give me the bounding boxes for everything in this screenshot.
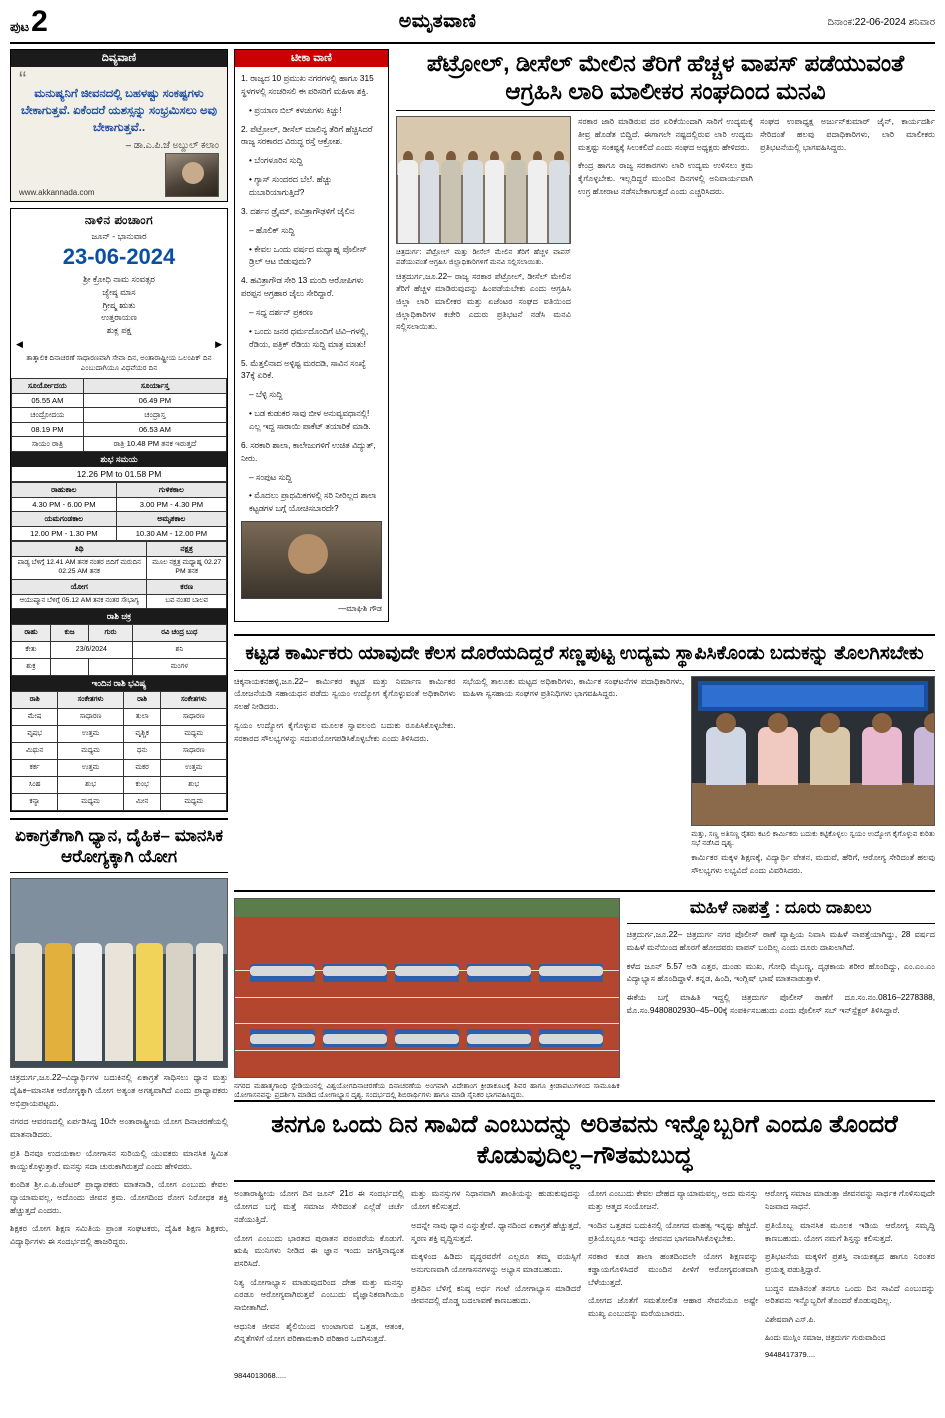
teeka-item: • ಕೇವಲ ಒಂದು ವರ್ಷದ ಮಧ್ಯಾಹ್ನ ಪೊಲೀಸ್ ಡ್ರಿಲ್ ಆಟ ಬಿಡುವುದು?: [249, 243, 367, 267]
page-indicator: [10, 7, 48, 37]
cell: ಮೀನ: [123, 793, 161, 810]
yoga-and-missing-section: [234, 898, 935, 1100]
yoga-dhyana-article: [10, 818, 228, 1249]
teeka-box: [234, 49, 389, 622]
cell: ಶುಭ: [58, 776, 124, 793]
buddha-col-3: [588, 1188, 758, 1367]
second-col-2: [463, 676, 685, 884]
paragraph: ಇಂದಿನ ಒತ್ತಡದ ಬದುಕಿನಲ್ಲಿ ಯೋಗದ ಮಹತ್ವ ಇನ್ನಷ್ಟು ಹೆಚ್ಚಿದೆ. ಪ್ರತಿಯೊಬ್ಬರೂ ಇದನ್ನು ಜೀವನದ ಭಾಗವಾಗಿಸಿಕೊಳ್ಳಬೇಕು.: [588, 1220, 758, 1243]
evening-label: ಸಾಯಂ ರಾತ್ರಿ: [12, 437, 84, 452]
divyavani-quote-block: [11, 67, 227, 201]
bhavishya-col: ರಾಶಿ: [12, 691, 58, 708]
paragraph: ಪ್ರತಿಭಟನೆಯ ಮಕ್ಕಳಿಗೆ ಪ್ರಶಸ್ತಿ ನಾಯಕತ್ವದ ಹಾಗೂ ನಿರಂತರ ಪ್ರಯತ್ನ ಪಡುತ್ತಿದ್ದಾರೆ.: [765, 1252, 935, 1274]
gulikakala-label: ಗುಳಿಕಕಾಲ: [116, 483, 226, 498]
teeka-item: – ಬೆಳ್ಳಿ ಸುದ್ದಿ: [249, 389, 283, 400]
paragraph: ಚಿತ್ರದುರ್ಗ,ಜೂ.22–ವಿದ್ಯಾರ್ಥಿಗಳ ಬದುಕಿನಲ್ಲಿ ಏಕಾಗ್ರತೆ ಸಾಧಿಸಲು ಧ್ಯಾನ ಮತ್ತು ದೈಹಿಕ–ಮಾನಸಿಕ ಆರೋಗ್ಯಕ್ಕಾಗಿ ಯೋಗ ಅತ್ಯಂತ ಅಗತ್ಯವಾಗಿದೆ ಎಂದು ಪ್ರಾಧ್ಯಾಪಕರು ಅಭಿಪ್ರಾಯಪಟ್ಟರು.: [10, 1073, 228, 1108]
rashi-cell: ಶುಕ್ರ: [12, 658, 51, 675]
yamaganda-time: 12.00 PM - 1.30 PM: [12, 527, 117, 541]
second-photo-caption: ಮತ್ತು, ಸಣ್ಣ ಅತಿಸಣ್ಣ ರೈತರು ಕಟಲಿ ಕಾರ್ಮಿಕರು ಬದುಕು ಕಟ್ಟಿಕೊಳ್ಳಲು ಸ್ವಯಂ ಉದ್ಯೋಗ ಕೈಗೊಳ್ಳುವ ಕುರಿತು ಸಭೆ ನಡೆಸಿದ ದೃಶ್ಯ.: [691, 828, 935, 848]
paragraph: ಪ್ರತಿದಿನ ಬೆಳಿಗ್ಗೆ ಕನಿಷ್ಠ ಅರ್ಧ ಗಂಟೆ ಯೋಗಾಭ್ಯಾಸ ಮಾಡಿದರೆ ಜೀವನದಲ್ಲಿ ದೊಡ್ಡ ಬದಲಾವಣೆ ಕಾಣಬಹುದು.: [411, 1283, 581, 1306]
kaala-table: [11, 482, 227, 541]
issue-date: ದಿನಾಂಕ:22-06-2024 ಶನಿವಾರ: [827, 16, 935, 28]
rahukala-label: ರಾಹುಕಾಲ: [12, 483, 117, 498]
bhavishya-col: ಸಂಕೇತಗಳು: [161, 691, 227, 708]
amritakala-time: 10.30 AM - 12.00 PM: [116, 527, 226, 541]
rashi-center-date: 23/6/2024: [50, 641, 132, 658]
article-org: ಹಿಂದು ಮುಸ್ಲಿಂ ಸಮಾಜ, ಚಿತ್ರದುರ್ಗ ಗುರುವಾದಿಂದ: [765, 1332, 886, 1342]
shubha-samaya-header: ಶುಭ ಸಮಯ: [11, 452, 227, 467]
yamaganda-label: ಯಮಗಂಡಕಾಲ: [12, 512, 117, 527]
rashi-col: ರವಿ ಚಂದ್ರ ಬುಧ: [132, 624, 226, 641]
paragraph: ಕಳೆದ ಜೂನ್ 5.57 ಅಡಿ ಎತ್ತರ, ದುಂಡು ಮುಖ, ಗೋಧಿ ಮೈಬಣ್ಣ, ದೃಢಕಾಯ ಶರೀರ ಹೊಂದಿದ್ದು, ಎಂ.ಎಂ.ಎಂ ವಿದ್ಯಾಭ್ಯಾಸ ಹೊಂದಿದ್ದಾಳೆ. ಕನ್ನಡ, ಹಿಂದಿ, ಇಂಗ್ಲಿಷ್ ಭಾಷೆ ಮಾತನಾಡುತ್ತಾಳೆ.: [626, 961, 935, 984]
rashi-cell-empty: [50, 658, 88, 675]
mass-yoga-photo: [234, 898, 620, 1078]
construction-workers-story: [234, 642, 935, 884]
gulikakala-time: 3.00 PM - 4.30 PM: [116, 498, 226, 512]
cell: ಧನು: [123, 742, 161, 759]
rashi-col: ಕುಜ: [50, 624, 88, 641]
page-number: 2: [31, 5, 48, 38]
bhavishya-col: ಸಂಕೇತಗಳು: [58, 691, 124, 708]
paragraph: ಈಕೆಯ ಬಗ್ಗೆ ಮಾಹಿತಿ ಇದ್ದಲ್ಲಿ ಚಿತ್ರದುರ್ಗ ಪೊಲೀಸ್ ಠಾಣೆಗೆ ದೂ.ಸಂ.ನಂ.0816–2278388, ಮೊ.ಸಂ.9480802930–45–00ಕ್ಕೆ ಸಂಪರ್ಕಿಸಬಹುದು ಎಂದು ಪೊಲೀಸ್ ಸಬ್ ಇನ್‌ಸ್ಪೆಕ್ಟರ್ ತಿಳಿಸಿದ್ದಾರೆ.: [626, 993, 935, 1015]
cell: ಮಿಥುನ: [12, 742, 58, 759]
teeka-column: [234, 49, 389, 628]
cell: ಸಾಧಾರಣ: [58, 708, 124, 725]
sunrise-header: ಸೂರ್ಯೋದಯ: [12, 379, 84, 394]
tithi-note: ಪಾಡ್ಯ ಬೆಳಿಗ್ಗೆ 12.41 AM ತನಕ ನಂತರ ಬಿದಿಗೆ ಮರುದಿನ 02.25 AM ತನಕ: [12, 557, 147, 580]
cell: ಉತ್ತಮ: [58, 759, 124, 776]
panchanga-line: ಉತ್ತರಾಯಣ: [101, 312, 137, 323]
third-headline: ಮಹಿಳೆ ನಾಪತ್ತೆ : ದೂರು ದಾಖಲು: [689, 897, 872, 917]
paragraph: ಸಭೆಯಲ್ಲಿ ತಾಲೂಕು ಮಟ್ಟದ ಅಧಿಕಾರಿಗಳು, ಕಾರ್ಮಿಕ ಸಂಘಟನೆಗಳ ಪದಾಧಿಕಾರಿಗಳು, ಮಹಿಳಾ ಸ್ವಸಹಾಯ ಸಂಘಗಳ ಪ್ರತಿನಿಧಿಗಳು ಭಾಗವಹಿಸಿದ್ದರು.: [462, 676, 685, 699]
lead-text-col-3: [760, 116, 935, 340]
paragraph: ಯೋಗ ಎಂಬುದು ಭಾರತದ ಪುರಾತನ ಪರಂಪರೆಯ ಕೊಡುಗೆ. ಋಷಿ ಮುನಿಗಳು ನೀಡಿದ ಈ ಜ್ಞಾನ ಇಂದು ಜಗತ್ತಿನಾದ್ಯಂತ ಪಸರಿಸಿದೆ.: [234, 1233, 404, 1268]
teeka-item: 4. ಹವಿತ್ರಾಗೌಡ ಸೇರಿ 13 ಮಂದಿ ಆರೋಪಿಗಳು ಪರಪ್ಪನ ಅಗ್ರಹಾರ ಜೈಲು ಸೇರಿದ್ದಾರೆ.: [241, 275, 364, 299]
moonrise-label: ಚಂದ್ರೋದಯ: [12, 408, 84, 423]
columnist-photo: [241, 521, 382, 599]
lead-photo-col: [396, 116, 571, 340]
teeka-item: 3. ದರ್ಶನ ಡ್ರೈಮ್, ಪವಿತ್ರಾಗೌಢಳಿಗೆ ಜೈಲಿನ: [241, 205, 355, 216]
karana-header: ಕರಣ: [147, 580, 227, 595]
bhavishya-col: ರಾಶಿ: [123, 691, 161, 708]
rashi-chakra-table: [11, 624, 227, 676]
panchanga-line: ಗ್ರೀಷ್ಮ ಋತು: [102, 299, 136, 310]
cell: ಸಿಂಹ: [12, 776, 58, 793]
website-url[interactable]: www.akkannada.com: [19, 188, 95, 198]
paragraph: ಸಂಘದ ಉಪಾಧ್ಯಕ್ಷ ಅರ್ಜುನ್‌ಕುಮಾರ್ ಜೈನ್, ಕಾರ್ಯದರ್ಶಿ ಸೇರಿದಂತೆ ಹಲವು ಪದಾಧಿಕಾರಿಗಳು, ಲಾರಿ ಮಾಲೀಕರು ಪ್ರತಿಭಟನೆಯಲ್ಲಿ ಭಾಗವಹಿಸಿದ್ದರು.: [760, 117, 935, 152]
teeka-item: 6. ಸರಕಾರಿ ಶಾಲಾ, ಕಾಲೇಜುಗಳಿಗೆ ಉಚಿತ ವಿದ್ಯುತ್, ನೀರು.: [241, 439, 376, 463]
paragraph: ಚಿತ್ರದುರ್ಗ,ಜೂ.22– ರಾಜ್ಯ ಸರಕಾರ ಪೆಟ್ರೋಲ್, ಡೀಸೆಲ್ ಮೇಲಿನ ತೆರಿಗೆ ಹೆಚ್ಚಳ ಮಾಡಿರುವುದನ್ನು ಹಿಂಪಡೆಯಬೇಕು ಎಂದು ಆಗ್ರಹಿಸಿ ಜಿಲ್ಲಾ ಲಾರಿ ಮಾಲೀಕರ ಮತ್ತು ಏಜೆಂಟರ ಸಂಘದ ವತಿಯಿಂದ ಜಿಲ್ಲಾಧಿಕಾರಿಗಳ ಕಚೇರಿ ಎದುರು ಪ್ರತಿಭಟನೆ ನಡೆಸಿ ಮನವಿ ಸಲ್ಲಿಸಲಾಯಿತು.: [396, 271, 571, 332]
table-row: [12, 742, 227, 759]
rashi-cell: ಕೇತು: [12, 641, 51, 658]
cell: ವೃಷಭ: [12, 725, 58, 742]
cell: ಮಧ್ಯಮ: [161, 725, 227, 742]
cell: ಕನ್ಯಾ: [12, 793, 58, 810]
teeka-item: • ಮೊದಲು ಪ್ರಾಥಮಿಕಗಳಲ್ಲಿ ಸರಿ ನೀರಿಲ್ಲದ ಶಾಲಾ ಕಟ್ಟಡಗಳ ಬಗ್ಗೆ ಯೋಚಿಸಬಾರದೇ?: [249, 490, 377, 514]
sunrise-time: 05.55 AM: [12, 394, 84, 408]
teeka-item: • ಬಡ ಕುಡುಕರ ಸಾವು ಬೀಳ ಅನುವ್ಯವಧಾನಲ್ಲಿ! ಎಲ್ಲ ಇದ್ದ ಸಾರಾಯಿ ಪಾಕೆಟ್ ತಯಾರಿಕೆ ಮಾಡಿ.: [249, 408, 371, 432]
lead-headline: ಪೆಟ್ರೋಲ್, ಡೀಸೆಲ್ ಮೇಲಿನ ತೆರಿಗೆ ಹೆಚ್ಚಳ ವಾಪಸ್ ಪಡೆಯುವಂತೆ ಆಗ್ರಹಿಸಿ ಲಾರಿ ಮಾಲೀಕರ ಸಂಘದಿಂದ ಮನವಿ: [426, 50, 905, 105]
cell: ವೃಶ್ಚಿಕ: [123, 725, 161, 742]
cell: ಮಧ್ಯಮ: [58, 793, 124, 810]
paragraph: ಯೋಗ ಎಂಬುದು ಕೇವಲ ದೇಹದ ವ್ಯಾಯಾಮವಲ್ಲ, ಅದು ಮನಸ್ಸು ಮತ್ತು ಆತ್ಮದ ಸಂಯೋಜನೆ.: [588, 1189, 758, 1212]
nakshatra-note: ಮೂಲ ನಕ್ಷತ್ರ ಮಧ್ಯಾಹ್ನ 02.27 PM ತನಕ: [147, 557, 227, 580]
next-day-icon[interactable]: ▶: [215, 338, 222, 349]
page-word: ಪುಟ: [10, 19, 30, 34]
rahukala-time: 4.30 PM - 6.00 PM: [12, 498, 117, 512]
missing-woman-story: [627, 898, 935, 1100]
teeka-item: • ಗ್ಯಾಸ್ ಸುಂದರದ ಬೆಲೆ. ಹೆಚ್ಚು ದುಬಾರಿಯಾಗುತ್ತಿದೆ?: [249, 174, 332, 198]
paragraph: ಚಿಕ್ಕನಾಯಕನಹಳ್ಳಿ,ಜೂ.22– ಕಾರ್ಮಿಕರ ಕಟ್ಟಡ ಮತ್ತು ನಿರ್ಮಾಣ ಕಾರ್ಮಿಕರ ಯೋಜನೆಯಡಿ ಸಹಾಯಧನ ಪಡೆದು ಸ್ವಯಂ ಉದ್ಯೋಗ ಕೈಗೊಳ್ಳುವಂತೆ ಅಧಿಕಾರಿಗಳು ಸಲಹೆ ನೀಡಿದರು.: [234, 676, 456, 712]
yoga-photo-caption: ನಗರದ ಮಹಾತ್ಮಗಾಂಧಿ ಸ್ಟೇಡಿಯಂನಲ್ಲಿ ವಿಶ್ವಯೋಗದಿನಾಚರಣೆಯ ದಿನಾಚರಣೆಯ ಅಂಗವಾಗಿ ವಿದೇಶಾಂಗ ಕ್ರೀಡಾಕೂಟಕ್ಕೆ ಶಿವರ ಹಾಗೂ ಕ್ರೀಡಾಪಟುಗಳಿಂದ ಸಾಮೂಹಿಕ ಯೋಗಾಸನವನ್ನು ಪ್ರದರ್ಶಿಸಿ ಮಾಡಿದ ಯೋಗಾಭ್ಯಾಸ ದೃಶ್ಯ. ಸಂದರ್ಭದಲ್ಲಿ ಶಿಬಿರಾರ್ಥಿಗಳು ಹಾಗೂ ಮಾಡಿ ಸೈನಿಕರ ಭಾಗವಹಿಸಿದ್ದರು.: [234, 1080, 620, 1100]
rashi-cell: ಶನಿ: [132, 641, 226, 658]
buddha-col-4: [765, 1188, 935, 1367]
left-column: [10, 49, 228, 1380]
sunrise-table: [11, 378, 227, 452]
paragraph: ನಿತ್ಯ ಯೋಗಾಭ್ಯಾಸ ಮಾಡುವುದರಿಂದ ದೇಹ ಮತ್ತು ಮನಸ್ಸು ಎರಡೂ ಆರೋಗ್ಯವಾಗಿರುತ್ತವೆ ಎಂಬುದು ವೈಜ್ಞಾನಿಕವಾಗಿಯೂ ಸಾಬೀತಾಗಿದೆ.: [234, 1277, 404, 1313]
sunset-header: ಸೂರ್ಯಾಸ್ತ: [83, 379, 226, 394]
cell: ಉತ್ತಮ: [58, 725, 124, 742]
paragraph: ಕೇಂದ್ರ ಹಾಗೂ ರಾಜ್ಯ ಸರಕಾರಗಳು ಲಾರಿ ಉದ್ಯಮ ಉಳಿಸಲು ಕ್ರಮ ಕೈಗೊಳ್ಳಬೇಕು. ಇಲ್ಲದಿದ್ದರೆ ಮುಂದಿನ ದಿನಗಳಲ್ಲಿ ಅನಿವಾರ್ಯವಾಗಿ ಉಗ್ರ ಹೋರಾಟ ನಡೆಸಬೇಕಾಗುತ್ತದೆ ಎಂದು ಎಚ್ಚರಿಸಿದರು.: [578, 161, 753, 196]
paragraph: ಚಿತ್ರದುರ್ಗ,ಜೂ.22– ಚಿತ್ರದುರ್ಗ ನಗರ ಪೊಲೀಸ್ ಠಾಣೆ ವ್ಯಾಪ್ತಿಯ ನಿವಾಸಿ ಮಹಿಳೆ ನಾಪತ್ತೆಯಾಗಿದ್ದು, 28 ವರ್ಷದ ಮಹಿಳೆ ಮನೆಯಿಂದ ಹೊರಗೆ ಹೋದವರು ವಾಪಸ್ ಬಂದಿಲ್ಲ ಎಂದು ದೂರು ದಾಖಲಾಗಿದೆ.: [626, 930, 935, 953]
teeka-item: 2. ಪೆಟ್ರೋಲ್, ಡೀಸೆಲ್ ಮಾಲಿನ್ಯ ತೆರಿಗೆ ಹೆಚ್ಚಿಸಿದರೆ ರಾಜ್ಯ ಸರಕಾರದ ವಿರುದ್ಧ ರಸ್ತೆ ಆಕ್ರೋಶ.: [241, 123, 373, 147]
panchanga-line: ಜ್ಯೇಷ್ಠ ಮಾಸ: [102, 286, 136, 297]
page-grid: [10, 49, 935, 1380]
rashi-bhavishya-table: [11, 691, 227, 811]
yoga-header: ಯೋಗ: [12, 580, 147, 595]
second-col-3: [691, 676, 935, 884]
paragraph: ಆಧುನಿಕ ಜೀವನ ಶೈಲಿಯಿಂದ ಉಂಟಾಗುವ ಒತ್ತಡ, ಆತಂಕ, ಖಿನ್ನತೆಗಳಿಗೆ ಯೋಗ ಪರಿಣಾಮಕಾರಿ ಪರಿಹಾರ ಒದಗಿಸುತ್ತದೆ.: [234, 1321, 404, 1344]
paragraph: ಪ್ರತಿಯೊಬ್ಬ ಮಾನಸಿಕ ಮೂಲಕ ಇಡಿಯ ಆರೋಗ್ಯ ಸಮೃದ್ಧಿ ಕಾಣಬಹುದು. ಯೋಗ ನಮಗೆ ಶಿಸ್ತನ್ನು ಕಲಿಸುತ್ತದೆ.: [765, 1220, 935, 1243]
paragraph: ಸರಕಾರ ಕೂಡ ಶಾಲಾ ಹಂತದಿಂದಲೇ ಯೋಗ ಶಿಕ್ಷಣವನ್ನು ಕಡ್ಡಾಯಗೊಳಿಸಿದರೆ ಮುಂದಿನ ಪೀಳಿಗೆ ಆರೋಗ್ಯವಂತವಾಗಿ ಬೆಳೆಯುತ್ತದೆ.: [588, 1252, 758, 1287]
paragraph: ನಗರದ ಆವರಣದಲ್ಲಿ ಏರ್ಪಡಿಸಿದ್ದ 10ನೇ ಅಂತಾರಾಷ್ಟ್ರೀಯ ಯೋಗ ದಿನಾಚರಣೆಯಲ್ಲಿ ಮಾತನಾಡಿದರು.: [10, 1117, 228, 1140]
cell: ಸಾಧಾರಣ: [161, 708, 227, 725]
table-row: [12, 759, 227, 776]
lead-story: [396, 49, 935, 628]
cell: ಕುಂಭ: [123, 776, 161, 793]
paragraph: ಬುದ್ಧನ ಮಾತಿನಂತೆ ತನಗೂ ಒಂದು ದಿನ ಸಾವಿದೆ ಎಂಬುದನ್ನು ಅರಿತವನು ಇನ್ನೊಬ್ಬರಿಗೆ ತೊಂದರೆ ಕೊಡುವುದಿಲ್ಲ.: [765, 1283, 935, 1306]
teeka-item: • ಬೆಂಗಳೂರಿನ ಸುದ್ದಿ: [249, 155, 303, 166]
teeka-header: ಟೀಕಾ ವಾಣಿ: [235, 50, 388, 67]
evening-note: ರಾತ್ರಿ 10.48 PM ತನಕ ಇರುತ್ತದೆ: [83, 437, 226, 452]
moonrise-time: 08.19 PM: [12, 423, 84, 437]
paragraph: ಸ್ವಯಂ ಉದ್ಯೋಗ ಕೈಗೊಳ್ಳುವ ಮೂಲಕ ಸ್ವಾವಲಂಬಿ ಬದುಕು ರೂಪಿಸಿಕೊಳ್ಳಬೇಕು. ಸರಕಾರದ ಸೌಲಭ್ಯಗಳನ್ನು ಸದುಪಯೋಗಪಡಿಸಿಕೊಳ್ಳಬೇಕು ಎಂದು ತಿಳಿಸಿದರು.: [234, 720, 456, 743]
paragraph: ಸರಕಾರ ಜಾರಿ ಮಾಡಿರುವ ದರ ಏರಿಕೆಯಿಂದಾಗಿ ಸಾರಿಗೆ ಉದ್ಯಮಕ್ಕೆ ತೀವ್ರ ಹೊಡೆತ ಬಿದ್ದಿದೆ. ಈಗಾಗಲೇ ನಷ್ಟದಲ್ಲಿರುವ ಲಾರಿ ಉದ್ಯಮ ಮತ್ತಷ್ಟು ಸಂಕಷ್ಟಕ್ಕೆ ಸಿಲುಕಲಿದೆ ಎಂದು ಸಂಘದ ಅಧ್ಯಕ್ಷರು ಹೇಳಿದರು.: [578, 117, 753, 152]
teeka-item: – ಹೊಲಿಕ್ ಸುದ್ದಿ: [249, 224, 295, 235]
paragraph: ಕುಂದಿತ ಶ್ರೀ.ಎ.ಪಿ.ಜೆಂಟರ್ ಪ್ರಾಧ್ಯಾಪಕರು ಮಾತನಾಡಿ, ಯೋಗ ಎಂಬುದು ಕೇವಲ ವ್ಯಾಯಾಮವಲ್ಲ, ಅದೊಂದು ಜೀವನ ಕ್ರಮ. ಯೋಗದಿಂದ ರೋಗ ನಿರೋಧಕ ಶಕ್ತಿ ಹೆಚ್ಚುತ್ತದೆ ಎಂದರು.: [10, 1180, 228, 1215]
paragraph: ಆರೋಗ್ಯ ಸಮಾಜ ಮಾಡುತ್ತಾ ಜೀವನವನ್ನು ಸಾರ್ಥಕ ಗೊಳಿಸುವುದೇ ನಿಜವಾದ ಸಾಧನೆ.: [765, 1189, 935, 1212]
rashi-cell: ಮಂಗಳ: [132, 658, 226, 675]
yoga-note: ಆಯುಷ್ಮಾನ ಬೆಳಿಗ್ಗೆ 05.12 AM ತನಕ ನಂತರ ಸೌಭಾಗ್ಯ: [12, 595, 147, 609]
paper-title: ಅಮೃತವಾಣಿ: [398, 11, 477, 32]
article-phone[interactable]: 9448417379....: [765, 1350, 816, 1360]
footer-phone[interactable]: 9844013068.....: [234, 1370, 287, 1380]
paragraph: ಯೋಗದ ಜೊತೆಗೆ ಸಮತೋಲಿತ ಆಹಾರ ಸೇವನೆಯೂ ಅಷ್ಟೇ ಮುಖ್ಯ ಎಂಬುದನ್ನು ಮರೆಯಬಾರದು.: [588, 1296, 758, 1319]
author-portrait: [165, 153, 219, 197]
cell: ಉತ್ತಮ: [161, 759, 227, 776]
paragraph: ಕಾರ್ಮಿಕರ ಮಕ್ಕಳ ಶಿಕ್ಷಣಕ್ಕೆ, ವಿದ್ಯಾರ್ಥಿ ವೇತನ, ಮದುವೆ, ಹೆರಿಗೆ, ಆರೋಗ್ಯ ಸೇರಿದಂತೆ ಹಲವು ಸೌಲಭ್ಯಗಳು ಲಭ್ಯವಿದೆ ಎಂದು ವಿವರಿಸಿದರು.: [691, 853, 935, 875]
prev-day-icon[interactable]: ◀: [16, 338, 23, 349]
panchanga-lines: [16, 273, 222, 337]
paragraph: ಮಕ್ಕಳಿಂದ ಹಿಡಿದು ವೃದ್ಧರವರೆಗೆ ಎಲ್ಲರೂ ತಮ್ಮ ವಯಸ್ಸಿಗೆ ಅನುಗುಣವಾಗಿ ಯೋಗಾಸನಗಳನ್ನು ಅಭ್ಯಾಸ ಮಾಡಬಹುದು.: [411, 1252, 581, 1274]
second-col-1: [234, 676, 456, 884]
rashi-col: ರಾಹು: [12, 624, 51, 641]
buddha-quote-headline: ತನಗೂ ಒಂದು ದಿನ ಸಾವಿದೆ ಎಂಬುದನ್ನು ಅರಿತವನು ಇನ್ನೊಬ್ಬರಿಗೆ ಎಂದೂ ತೊಂದರೆ ಕೊಡುವುದಿಲ್ಲ–ಗೌತಮಬುದ್ಧ: [234, 1100, 935, 1182]
paragraph: ಪ್ರತಿ ದಿನವೂ ಉದಯಕಾಲ ಯೋಗಾಸನ ಸುರಿಯಲ್ಲಿ ಯುವಕರು ಮಾನಸಿಕ ಸ್ಥಿಮಿತ ಕಾಯ್ದುಕೊಳ್ಳುತ್ತಾರೆ. ಮನಸ್ಸು ಸದಾ ಚುರುಕಾಗಿರುತ್ತದೆ ಎಂದು ಹೇಳಿದರು.: [10, 1148, 228, 1171]
paragraph: ಮತ್ತು ಮನಸ್ಸುಗಳ ನಿಧಾನವಾಗಿ ಶಾಂತಿಯನ್ನು ಹುಡುಕುವುದನ್ನು ಯೋಗ ಕಲಿಸುತ್ತದೆ.: [411, 1189, 581, 1212]
table-row: [12, 776, 227, 793]
rashi-col: ಗುರು: [89, 624, 133, 641]
award-ceremony-photo: [10, 878, 228, 1068]
shubha-samaya-time: 12.26 PM to 01.58 PM: [11, 467, 227, 482]
moonset-label: ಚಂದ್ರಾಸ್ತ: [83, 408, 226, 423]
teeka-item: 5. ಮೆತ್ತಲಿನಾದ ಅಳ್ಳಿಷ್ಟ ಮರದಡಿ, ಸಾವಿನ ಸಂಖ್ಯೆ 37ಕ್ಕೆ ಏರಿಕೆ.: [241, 357, 366, 381]
karana-note: ಬವ ನಂತರ ಬಾಲವ: [147, 595, 227, 609]
amritakala-label: ಅಮೃತಕಾಲ: [116, 512, 226, 527]
handover-photo: [396, 116, 571, 244]
masthead: [10, 6, 935, 44]
rashi-cell-empty: [89, 658, 133, 675]
teeka-item: • ಒಂದು ಜನರ ಧರ್ಮದೊಂದಿಗೆ ಟಿವಿ–ಗಳಲ್ಲಿ, ರೆಡಿಯ, ಪತ್ರಿಕ್ ರೆಡಿಯ ಸುದ್ದಿ ಮಾತ್ರ ಮಾತು!: [249, 325, 369, 349]
second-headline: ಕಟ್ಟಡ ಕಾರ್ಮಿಕರು ಯಾವುದೇ ಕೆಲಸ ದೊರೆಯದಿದ್ದರೆ ಸಣ್ಣಪುಟ್ಟ ಉದ್ಯಮ ಸ್ಥಾಪಿಸಿಕೊಂಡು ಬದುಕನ್ನು ತೊಲಗಿಸಬೇಕು: [245, 642, 924, 664]
divyavani-author: – ಡಾ.ಎ.ಪಿ.ಜೆ ಅಬ್ದುಲ್ ಕಲಾಂ: [125, 140, 219, 152]
panchanga-line: ಶ್ರೀ ಕ್ರೋಧಿ ನಾಮ ಸಂವತ್ಸರ: [83, 274, 155, 285]
divyavani-quote: ಮನುಷ್ಯನಿಗೆ ಜೀವನದಲ್ಲಿ ಬಹಳಷ್ಟು ಸಂಕಷ್ಟಗಳು ಬೇಕಾಗುತ್ತವೆ. ಏಕೆಂದರೆ ಯಶಸ್ಸನ್ನು ಸಂಭ್ರಮಿಸಲು ಅವು ಬೇಕಾಗುತ್ತವೆ..: [21, 88, 217, 134]
paragraph: ಅಂತಾರಾಷ್ಟ್ರೀಯ ಯೋಗ ದಿನ ಜೂನ್ 21ರ ಈ ಸಂದರ್ಭದಲ್ಲಿ ಯೋಗದ ಬಗ್ಗೆ ಮತ್ತೆ ಸಮಾಜ ಸೇರಿದಂತೆ ಎಲ್ಲೆಡೆ ಚರ್ಚೆ ನಡೆಯುತ್ತಿದೆ.: [234, 1189, 404, 1224]
paragraph: ಅದನ್ನೇ ನಾವು ಧ್ಯಾನ ಎನ್ನುತ್ತೇವೆ. ಧ್ಯಾನದಿಂದ ಏಕಾಗ್ರತೆ ಹೆಚ್ಚುತ್ತದೆ, ಸ್ಮರಣ ಶಕ್ತಿ ವೃದ್ಧಿಸುತ್ತದೆ.: [411, 1220, 581, 1243]
lead-photo-caption: ಚಿತ್ರದುರ್ಗ: ಪೆಟ್ರೋಲ್ ಮತ್ತು ಡೀಸೆಲ್ ಮೇಲಿನ ತೆರಿಗೆ ಹೆಚ್ಚಳ ವಾಪಸ್ ಪಡೆಯುವಂತೆ ಆಗ್ರಹಿಸಿ ಜಿಲ್ಲಾಧಿಕಾರಿಗಳಿಗೆ ಮನವಿ ಸಲ್ಲಿಸಲಾಯಿತು.: [396, 247, 571, 266]
panchanga-head: [11, 209, 227, 378]
cell: ಮಕರ: [123, 759, 161, 776]
teeka-item: • ಪ್ರಯಾಣ ಬಿಲ್ ಕಳಚುಗಳು ಕಿಚ್ಚು!: [249, 104, 342, 115]
teeka-item: – ಸಂಪುಟ ಸುದ್ದಿ: [249, 471, 292, 482]
meeting-photo: [691, 676, 935, 826]
buddha-article-columns: [234, 1188, 935, 1367]
nakshatra-header: ನಕ್ಷತ್ರ: [147, 542, 227, 557]
teeka-item: – ಸಧ್ಯ ದರ್ಶನ್ ಪ್ರಕರಣ: [249, 307, 313, 318]
lead-text-col-2: [578, 116, 753, 340]
bhavishya-header: ಇಂದಿನ ರಾಶಿ ಭವಿಷ್ಯ: [11, 676, 227, 691]
table-row: [12, 708, 227, 725]
cell: ಮೇಷ: [12, 708, 58, 725]
divyavani-box: [10, 49, 228, 202]
table-row: [12, 793, 227, 810]
moonset-time: 06.53 AM: [83, 423, 226, 437]
divyavani-footer: [19, 153, 219, 197]
paragraph: ಶಿಕ್ಷಕರ ಯೋಗ ಶಿಕ್ಷಣ ಸಮಿತಿಯ ಪ್ರಾಂತ ಸಂಘಟಕರು, ದೈಹಿಕ ಶಿಕ್ಷಣ ಶಿಕ್ಷಕರು, ವಿದ್ಯಾರ್ಥಿಗಳು ಈ ಸಂದರ್ಭದಲ್ಲಿ ಹಾಜರಿದ್ದರು.: [10, 1224, 228, 1247]
divyavani-header: ದಿವ್ಯವಾಣಿ: [11, 50, 227, 67]
panchanga-box: [10, 208, 228, 812]
cell: ಮಧ್ಯಮ: [161, 793, 227, 810]
sunset-time: 06.49 PM: [83, 394, 226, 408]
panchanga-title: ನಾಳಿನ ಪಂಚಾಂಗ: [84, 213, 154, 228]
teeka-list: [235, 67, 388, 621]
buddha-col-2: [411, 1188, 581, 1367]
panchanga-nav[interactable]: [16, 339, 222, 350]
cell: ತುಲಾ: [123, 708, 161, 725]
cell: ಸಾಧಾರಣ: [161, 742, 227, 759]
cell: ಮಧ್ಯಮ: [58, 742, 124, 759]
tithi-nakshatra-table: [11, 541, 227, 608]
cell: ಕರ್ಕ: [12, 759, 58, 776]
rashichakra-header: ರಾಶಿ ಚಕ್ರ: [11, 609, 227, 624]
tithi-header: ತಿಥಿ: [12, 542, 147, 557]
teeka-signature: —ಮಾಘಿಶಿ ಗೌಡ: [338, 604, 382, 614]
teeka-item: 1. ರಾಜ್ಯದ 10 ಪ್ರಮುಖ ನಗರಗಳಲ್ಲಿ ಹಾಗೂ 315 ಸ್ಥಳಗಳಲ್ಲಿ ಸಂಚರಿಸಲಿ ಈ ಪರಿಸರಿಗೆ ಮಹಿಳಾ ಶಕ್ತಿ.: [241, 73, 374, 96]
right-area: [234, 49, 935, 1380]
buddha-col-1: [234, 1188, 404, 1367]
cell: ಶುಭ: [161, 776, 227, 793]
panchanga-date: 23-06-2024: [62, 244, 176, 270]
yoga-dhyana-body: [10, 1072, 228, 1248]
panchanga-month: ಜೂನ್ - ಭಾನುವಾರ: [91, 231, 147, 242]
panchanga-line: ಶುಕ್ಲ ಪಕ್ಷ: [106, 325, 132, 336]
quote-open-icon: “: [19, 67, 27, 92]
yoga-photo-block: [234, 898, 620, 1100]
top-section: [234, 49, 935, 628]
lead-body-wrap: [396, 116, 935, 340]
yoga-dhyana-headline: ಏಕಾಗ್ರತೆಗಾಗಿ ಧ್ಯಾನ, ದೈಹಿಕ– ಮಾನಸಿಕ ಆರೋಗ್ಯಕ್ಕಾಗಿ ಯೋಗ: [15, 825, 223, 866]
panchanga-note: ತಾತ್ಕಾಲಿಕ ದಿನಾಚರಣೆ ಸಾಧಾರಣವಾಗಿ ಸೇವಾ ದಿನ, ಅಂತಾರಾಷ್ಟ್ರೀಯ ಒಲಂಪಿಕ್ ದಿನ ಎಂಬುದಾಗಿಯೂ ವಿಧವೆಯರ ದಿನ: [26, 352, 212, 372]
article-byline: ವಿಶೇಷವಾಗಿ ಎಸ್.ಪಿ.: [765, 1315, 816, 1325]
second-body-wrap: [234, 676, 935, 884]
table-row: [12, 725, 227, 742]
